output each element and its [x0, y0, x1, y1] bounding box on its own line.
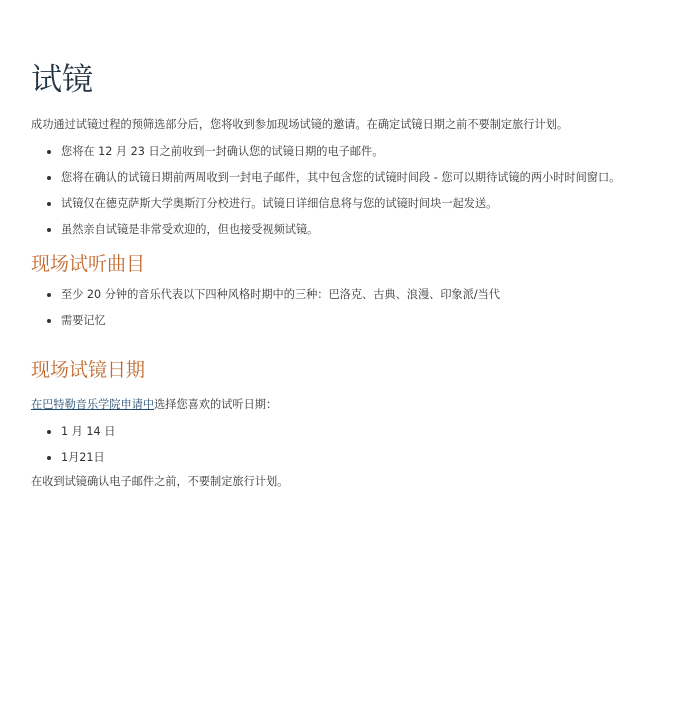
closing-note: 在收到试镜确认电子邮件之前，不要制定旅行计划。 [31, 475, 289, 488]
dates-list [31, 423, 641, 466]
list-item: 至少 20 分钟的音乐代表以下四种风格时期中的三种：巴洛克、古典、浪漫、印象派/当代 [31, 286, 641, 303]
list-item: 1 月 14 日 [31, 423, 641, 440]
intro-paragraph: 成功通过试镜过程的预筛选部分后，您将收到参加现场试镜的邀请。在确定试镜日期之前不要制定旅行计划。 [31, 118, 569, 131]
page-title: 试镜 [31, 62, 93, 98]
list-item: 需要记忆 [31, 312, 641, 329]
audition-dates-heading: 现场试镜日期 [31, 359, 146, 381]
list-item: 1月21日 [31, 449, 641, 466]
repertoire-list [31, 286, 641, 329]
list-item: 试镜仅在德克萨斯大学奥斯汀分校进行。试镜日详细信息将与您的试镜时间块一起发送。 [31, 195, 641, 212]
list-item: 虽然亲自试镜是非常受欢迎的，但也接受视频试镜。 [31, 221, 641, 238]
dates-instruction-text: 选择您喜欢的试听日期： [154, 398, 278, 411]
intro-list [31, 143, 641, 238]
repertoire-heading: 现场试听曲目 [31, 253, 146, 275]
list-item: 您将在 12 月 23 日之前收到一封确认您的试镜日期的电子邮件。 [31, 143, 641, 160]
dates-instruction [31, 396, 641, 414]
audition-page [31, 58, 641, 491]
butler-application-link[interactable]: 在巴特勒音乐学院申请中 [31, 398, 155, 411]
list-item: 您将在确认的试镜日期前两周收到一封电子邮件，其中包含您的试镜时间段 - 您可以期待试镜的两小时时间窗口。 [31, 169, 641, 186]
